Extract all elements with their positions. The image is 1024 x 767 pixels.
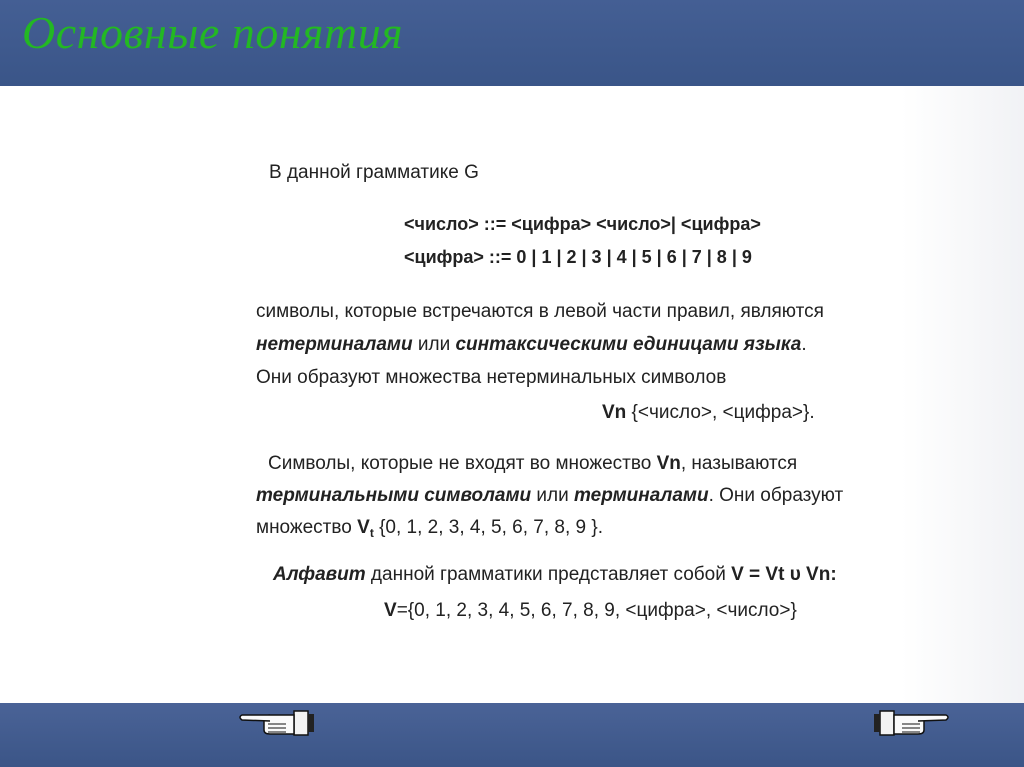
pointing-hand-right-icon[interactable]: [872, 706, 952, 740]
nonterminal-set: [602, 403, 815, 422]
set-vn-body: {<число>, <цифра>}.: [626, 402, 815, 423]
alphabet-set: V={0, 1, 2, 3, 4, 5, 6, 7, 8, 9, <цифра>, <число>}: [384, 600, 797, 621]
paragraph-terminals-line2: терминальными символами или терминалами. Они образуют: [256, 485, 844, 506]
term-nonterminals: нетерминалами: [256, 334, 413, 355]
term-terminal-symbols: терминальными символами: [256, 485, 532, 506]
pointing-hand-left-icon[interactable]: [236, 706, 316, 740]
paragraph-nonterminals-line2: нетерминалами или синтаксическими единицами языка.: [256, 334, 807, 355]
term-alphabet: Алфавит: [273, 564, 366, 585]
grammar-intro: В данной грамматике G: [269, 162, 479, 183]
set-vn-label: Vn: [602, 402, 627, 423]
set-vt-body: {0, 1, 2, 3, 4, 5, 6, 7, 8, 9 }.: [373, 517, 604, 538]
footer-bar: [0, 703, 1024, 767]
term-syntactic-units: синтаксическими единицами языка: [455, 334, 802, 355]
grammar-rule-number: <число> ::= <цифра> <число>| <цифра>: [404, 214, 761, 234]
paragraph-nonterminals-line1: символы, которые встречаются в левой части правил, являются: [256, 301, 824, 322]
paragraph-alphabet-line1: Алфавит данной грамматики представляет собой V = Vt ᴜ Vn:: [273, 564, 837, 585]
grammar-rule-digit: <цифра> ::= 0 | 1 | 2 | 3 | 4 | 5 | 6 | 7 | 8 | 9: [404, 247, 752, 267]
paragraph-terminals-line3: множество $V_t$ {0, 1, 2, 3, 4, 5, 6, 7, 8, 9 }.: [256, 517, 604, 540]
slide-title: Основные понятия: [22, 7, 404, 58]
term-terminals: терминалами: [574, 485, 709, 506]
header-bar: [0, 0, 1024, 86]
set-vt-label: $V_t$: [357, 517, 374, 540]
paragraph-nonterminals-line3: Они образуют множества нетерминальных символов: [256, 367, 727, 388]
alphabet-formula: V = Vt ᴜ Vn:: [731, 564, 837, 585]
paragraph-terminals-line1: Символы, которые не входят во множество Vn, называются: [268, 453, 798, 474]
